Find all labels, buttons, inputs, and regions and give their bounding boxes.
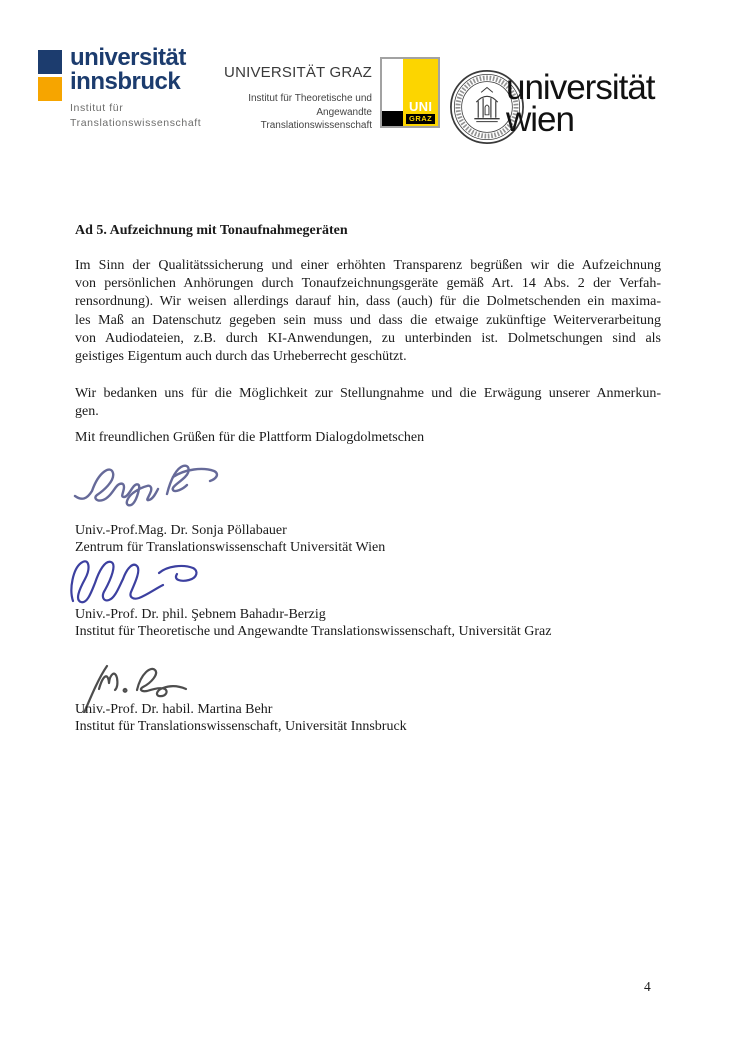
- innsbruck-logo-squares: [38, 50, 62, 101]
- page-number: 4: [644, 979, 651, 994]
- signatory-name: Univ.-Prof.Mag. Dr. Sonja Pöllabauer: [75, 523, 287, 538]
- text-line: les Maß an Datenschutz gegeben sein muss und dass die etwaige zukünftige Weiterverarbeitung: [75, 312, 661, 328]
- paragraph-thanks: [75, 385, 661, 421]
- signatory-affiliation: Institut für Translationswissenschaft, Universität Innsbruck: [75, 719, 407, 735]
- innsbruck-institute-label: [70, 101, 201, 131]
- signatory-block-bahadir-berzig: [75, 606, 675, 640]
- signatory-affiliation: Institut für Theoretische und Angewandte Translationswissenschaft, Universität Graz: [75, 624, 552, 640]
- graz-name: UNIVERSITÄT GRAZ: [224, 64, 372, 81]
- universitaet-graz-wordmark-block: [212, 64, 372, 133]
- signature-bahadir-berzig: [66, 551, 211, 609]
- uni-graz-uni-label: UNI: [408, 99, 433, 114]
- signatory-name: Univ.-Prof. Dr. phil. Şebnem Bahadır-Berzig: [75, 607, 326, 622]
- wien-wordmark-line2: wien: [506, 100, 574, 139]
- closing-salutation: Mit freundlichen Grüßen für die Plattform Dialogdolmetschen: [75, 430, 425, 445]
- text-line: von persönlichen Anhörungen durch Tonaufzeichnungsgeräte gemäß Art. 14 Abs. 2 der Verfah-: [75, 276, 661, 292]
- signatory-name: Univ.-Prof. Dr. habil. Martina Behr: [75, 702, 273, 717]
- text-line: rensordnung). Wir weisen allerdings darauf hin, dass (auch) für die Dolmetschenden ein maxima-: [75, 294, 661, 310]
- paragraph-recording: [75, 257, 661, 366]
- wien-wordmark-line1: universität: [506, 68, 655, 107]
- innsbruck-navy-square: [38, 50, 62, 74]
- wien-wordmark: [506, 68, 655, 139]
- signature-poellabauer: [72, 458, 234, 514]
- graz-institute-label: [212, 92, 372, 133]
- innsbruck-wordmark-line2: innsbruck: [70, 68, 181, 95]
- text-line: gen.: [75, 404, 99, 420]
- signatory-block-behr: [75, 701, 675, 735]
- text-line: geistiges Eigentum auch durch das Urheberrecht geschützt.: [75, 349, 407, 365]
- innsbruck-wordmark: [70, 46, 186, 94]
- innsbruck-orange-square: [38, 77, 62, 101]
- section-heading: Ad 5. Aufzeichnung mit Tonaufnahmegeräten: [75, 223, 348, 238]
- uni-graz-logo: [380, 57, 440, 128]
- graz-institute-line1: Institut für Theoretische und: [248, 93, 372, 104]
- graz-institute-line2: Angewandte Translationswissenschaft: [260, 106, 372, 131]
- signatory-affiliation: Zentrum für Translationswissenschaft Universität Wien: [75, 540, 386, 556]
- text-line: Wir bedanken uns für die Möglichkeit zur Stellungnahme und die Erwägung unserer Anmerkun-: [75, 386, 661, 401]
- innsbruck-wordmark-line1: universität: [70, 44, 186, 71]
- text-line: Im Sinn der Qualitätssicherung und einer erhöhten Transparenz begrüßen wir die Aufzeichnung: [75, 258, 661, 273]
- uni-graz-graz-label: GRAZ: [406, 114, 435, 124]
- innsbruck-institute-line2: Translationswissenschaft: [70, 117, 202, 129]
- text-line: von Audiodateien, z.B. durch KI-Anwendungen, zu unterbinden ist. Dolmetschungen sind als: [75, 330, 661, 346]
- innsbruck-institute-line1: Institut für: [70, 102, 124, 114]
- uni-graz-black-square: [382, 111, 403, 126]
